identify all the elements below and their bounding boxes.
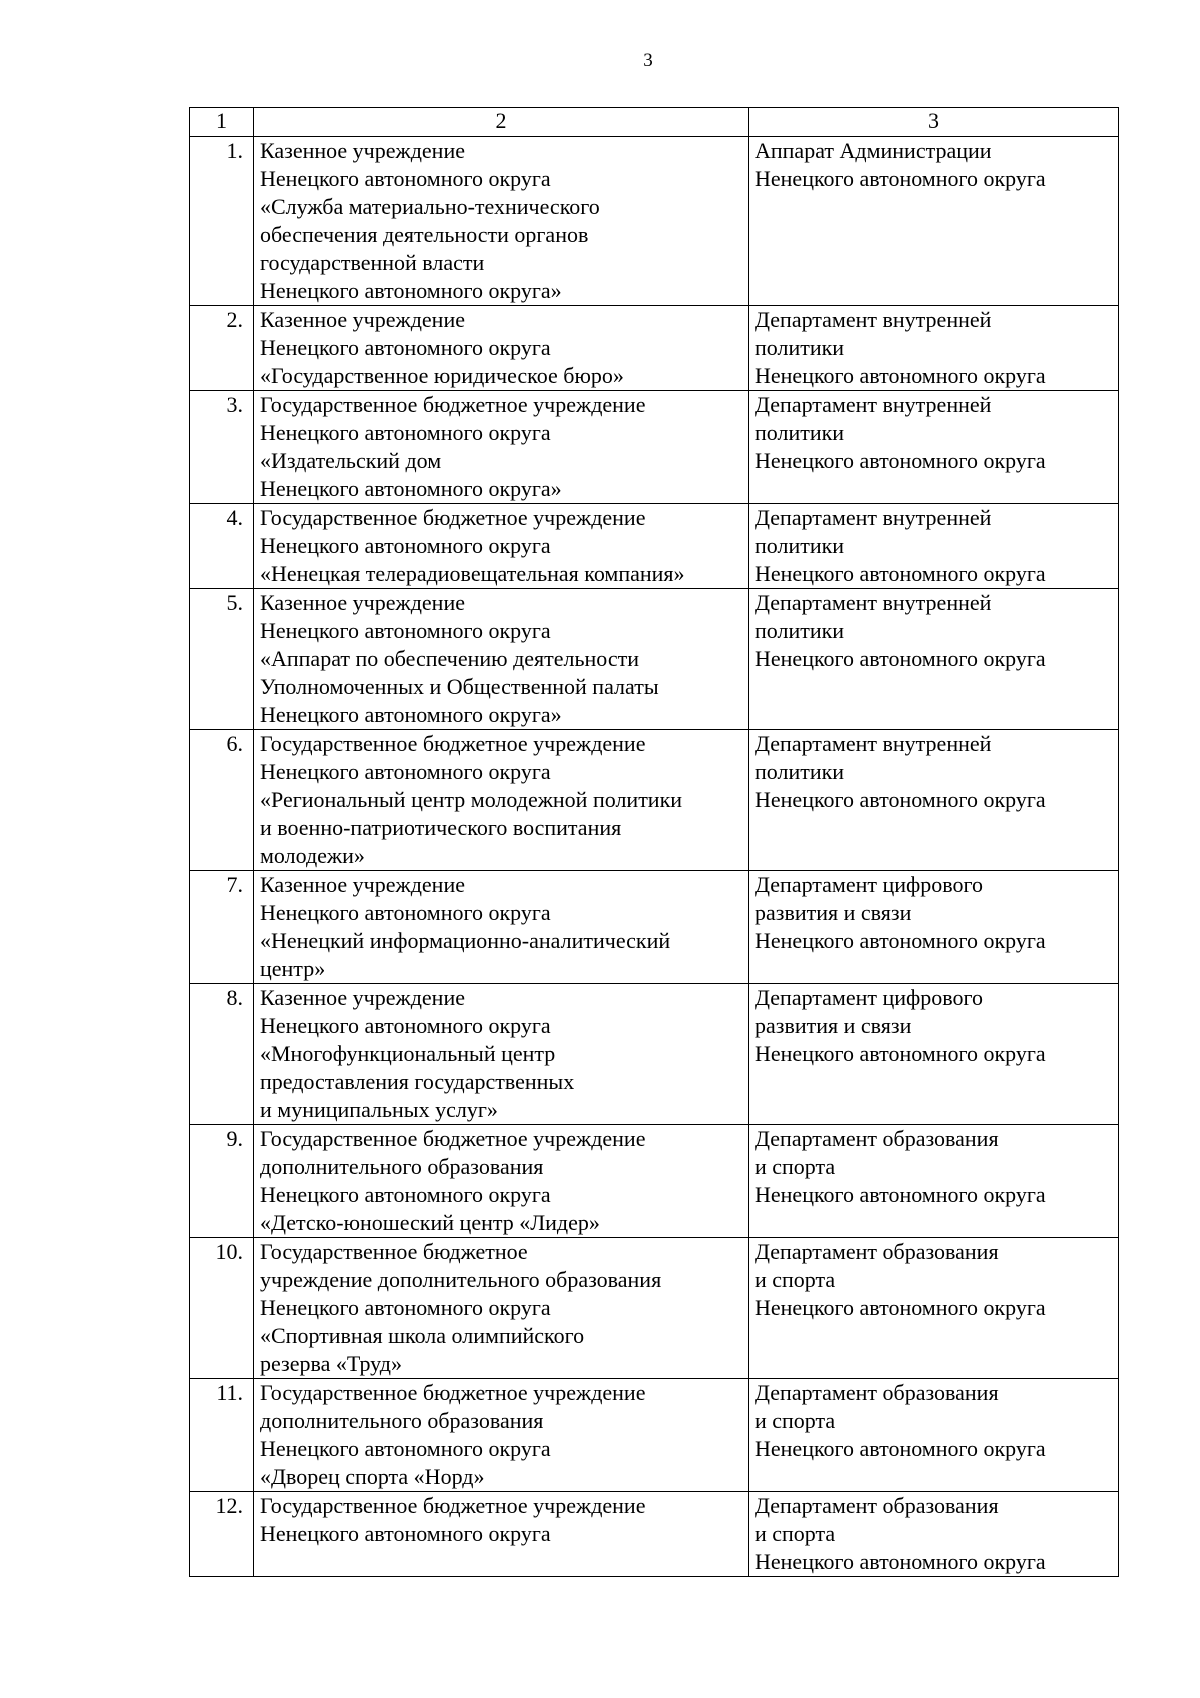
department-line: Ненецкого автономного округа bbox=[755, 1436, 1046, 1461]
row-number: 10. bbox=[190, 1238, 254, 1379]
institution-line: «Аппарат по обеспечению деятельности bbox=[260, 646, 640, 671]
table-row bbox=[190, 730, 1119, 871]
table-row bbox=[190, 1125, 1119, 1238]
department-line: и спорта bbox=[755, 1521, 836, 1546]
institution-line: дополнительного образования bbox=[260, 1408, 544, 1433]
institution-cell bbox=[254, 871, 749, 984]
department-line: Департамент цифрового bbox=[755, 985, 984, 1010]
department-line: Ненецкого автономного округа bbox=[755, 363, 1046, 388]
institutions-table bbox=[189, 107, 1119, 1577]
institution-line: дополнительного образования bbox=[260, 1154, 544, 1179]
department-line: развития и связи bbox=[755, 900, 912, 925]
institution-line: «Дворец спорта «Норд» bbox=[260, 1464, 485, 1489]
department-line: Ненецкого автономного округа bbox=[755, 1182, 1046, 1207]
institution-cell bbox=[254, 391, 749, 504]
institution-line: учреждение дополнительного образования bbox=[260, 1267, 662, 1292]
table-row bbox=[190, 391, 1119, 504]
institution-line: Государственное бюджетное учреждение bbox=[260, 1126, 646, 1151]
institution-cell bbox=[254, 1492, 749, 1577]
institution-line: Государственное бюджетное учреждение bbox=[260, 1493, 646, 1518]
row-number: 1. bbox=[190, 137, 254, 306]
row-number: 7. bbox=[190, 871, 254, 984]
institution-line: Ненецкого автономного округа» bbox=[260, 278, 562, 303]
department-line: Ненецкого автономного округа bbox=[755, 561, 1046, 586]
table-row bbox=[190, 1238, 1119, 1379]
table-row bbox=[190, 504, 1119, 589]
institution-line: Ненецкого автономного округа bbox=[260, 1013, 551, 1038]
department-cell bbox=[749, 871, 1119, 984]
table-header-row bbox=[190, 108, 1119, 137]
department-cell bbox=[749, 730, 1119, 871]
table-body bbox=[190, 137, 1119, 1577]
table-row bbox=[190, 1492, 1119, 1577]
institution-line: центр» bbox=[260, 956, 326, 981]
institution-line: «Служба материально-технического bbox=[260, 194, 600, 219]
institution-line: Ненецкого автономного округа bbox=[260, 533, 551, 558]
institution-cell bbox=[254, 504, 749, 589]
department-line: Ненецкого автономного округа bbox=[755, 928, 1046, 953]
row-number: 8. bbox=[190, 984, 254, 1125]
row-number: 11. bbox=[190, 1379, 254, 1492]
table-row bbox=[190, 1379, 1119, 1492]
row-number: 9. bbox=[190, 1125, 254, 1238]
table-row bbox=[190, 306, 1119, 391]
institution-line: Казенное учреждение bbox=[260, 590, 465, 615]
institution-line: Казенное учреждение bbox=[260, 872, 465, 897]
institution-line: Ненецкого автономного округа bbox=[260, 1182, 551, 1207]
row-number: 5. bbox=[190, 589, 254, 730]
institution-line: «Многофункциональный центр bbox=[260, 1041, 556, 1066]
department-line: Департамент образования bbox=[755, 1493, 999, 1518]
institution-line: Государственное бюджетное bbox=[260, 1239, 528, 1264]
department-line: Департамент внутренней bbox=[755, 505, 992, 530]
department-cell bbox=[749, 1379, 1119, 1492]
institution-line: Ненецкого автономного округа bbox=[260, 900, 551, 925]
department-line: Департамент внутренней bbox=[755, 731, 992, 756]
department-line: развития и связи bbox=[755, 1013, 912, 1038]
institution-cell bbox=[254, 137, 749, 306]
department-line: Аппарат Администрации bbox=[755, 138, 992, 163]
institution-cell bbox=[254, 1379, 749, 1492]
department-line: Ненецкого автономного округа bbox=[755, 448, 1046, 473]
institution-line: Государственное бюджетное учреждение bbox=[260, 392, 646, 417]
department-line: Департамент образования bbox=[755, 1239, 999, 1264]
department-cell bbox=[749, 504, 1119, 589]
institution-line: Ненецкого автономного округа bbox=[260, 166, 551, 191]
department-line: Ненецкого автономного округа bbox=[755, 1295, 1046, 1320]
institution-line: Государственное бюджетное учреждение bbox=[260, 1380, 646, 1405]
department-cell bbox=[749, 1238, 1119, 1379]
department-cell bbox=[749, 1492, 1119, 1577]
institution-line: «Государственное юридическое бюро» bbox=[260, 363, 624, 388]
department-line: и спорта bbox=[755, 1154, 836, 1179]
department-line: Департамент цифрового bbox=[755, 872, 984, 897]
department-line: Ненецкого автономного округа bbox=[755, 787, 1046, 812]
institution-line: и муниципальных услуг» bbox=[260, 1097, 498, 1122]
institution-line: Уполномоченных и Общественной палаты bbox=[260, 674, 659, 699]
institution-line: Казенное учреждение bbox=[260, 985, 465, 1010]
institution-cell bbox=[254, 1125, 749, 1238]
institution-line: «Ненецкая телерадиовещательная компания» bbox=[260, 561, 685, 586]
institution-line: «Детско-юношеский центр «Лидер» bbox=[260, 1210, 600, 1235]
institution-line: Ненецкого автономного округа bbox=[260, 335, 551, 360]
institution-line: Ненецкого автономного округа bbox=[260, 759, 551, 784]
department-cell bbox=[749, 137, 1119, 306]
row-number: 2. bbox=[190, 306, 254, 391]
institution-line: «Спортивная школа олимпийского bbox=[260, 1323, 585, 1348]
department-cell bbox=[749, 391, 1119, 504]
institution-line: Ненецкого автономного округа bbox=[260, 1521, 551, 1546]
department-line: Департамент внутренней bbox=[755, 392, 992, 417]
column-header-number: 1 bbox=[190, 108, 254, 137]
institution-line: Ненецкого автономного округа» bbox=[260, 476, 562, 501]
department-cell bbox=[749, 984, 1119, 1125]
department-line: Департамент внутренней bbox=[755, 307, 992, 332]
column-header-department: 3 bbox=[749, 108, 1119, 137]
table-row bbox=[190, 984, 1119, 1125]
row-number: 4. bbox=[190, 504, 254, 589]
institution-line: предоставления государственных bbox=[260, 1069, 575, 1094]
institution-cell bbox=[254, 984, 749, 1125]
department-line: политики bbox=[755, 335, 845, 360]
department-cell bbox=[749, 1125, 1119, 1238]
department-line: Ненецкого автономного округа bbox=[755, 166, 1046, 191]
institution-line: Ненецкого автономного округа» bbox=[260, 702, 562, 727]
institution-line: Казенное учреждение bbox=[260, 307, 465, 332]
page-number: 3 bbox=[643, 50, 653, 71]
institution-line: Государственное бюджетное учреждение bbox=[260, 505, 646, 530]
institution-line: резерва «Труд» bbox=[260, 1351, 402, 1376]
department-cell bbox=[749, 306, 1119, 391]
row-number: 6. bbox=[190, 730, 254, 871]
department-line: политики bbox=[755, 533, 845, 558]
institution-line: Ненецкого автономного округа bbox=[260, 1436, 551, 1461]
institution-line: «Ненецкий информационно-аналитический bbox=[260, 928, 671, 953]
department-line: Ненецкого автономного округа bbox=[755, 646, 1046, 671]
department-line: и спорта bbox=[755, 1267, 836, 1292]
department-line: Департамент образования bbox=[755, 1126, 999, 1151]
institution-cell bbox=[254, 1238, 749, 1379]
department-line: Департамент внутренней bbox=[755, 590, 992, 615]
institution-line: Государственное бюджетное учреждение bbox=[260, 731, 646, 756]
institution-line: Ненецкого автономного округа bbox=[260, 1295, 551, 1320]
table-row bbox=[190, 871, 1119, 984]
institution-cell bbox=[254, 730, 749, 871]
column-header-institution: 2 bbox=[254, 108, 749, 137]
department-line: и спорта bbox=[755, 1408, 836, 1433]
row-number: 3. bbox=[190, 391, 254, 504]
row-number: 12. bbox=[190, 1492, 254, 1577]
institution-line: государственной власти bbox=[260, 250, 485, 275]
department-line: Ненецкого автономного округа bbox=[755, 1549, 1046, 1574]
table-row bbox=[190, 137, 1119, 306]
institution-cell bbox=[254, 306, 749, 391]
institution-line: Ненецкого автономного округа bbox=[260, 420, 551, 445]
institution-line: «Издательский дом bbox=[260, 448, 442, 473]
institution-line: Казенное учреждение bbox=[260, 138, 465, 163]
department-line: Ненецкого автономного округа bbox=[755, 1041, 1046, 1066]
table-row bbox=[190, 589, 1119, 730]
institution-line: молодежи» bbox=[260, 843, 365, 868]
institution-line: и военно-патриотического воспитания bbox=[260, 815, 622, 840]
institution-line: Ненецкого автономного округа bbox=[260, 618, 551, 643]
institution-line: «Региональный центр молодежной политики bbox=[260, 787, 683, 812]
department-line: политики bbox=[755, 759, 845, 784]
department-line: политики bbox=[755, 618, 845, 643]
department-line: политики bbox=[755, 420, 845, 445]
department-cell bbox=[749, 589, 1119, 730]
institution-cell bbox=[254, 589, 749, 730]
department-line: Департамент образования bbox=[755, 1380, 999, 1405]
institution-line: обеспечения деятельности органов bbox=[260, 222, 589, 247]
